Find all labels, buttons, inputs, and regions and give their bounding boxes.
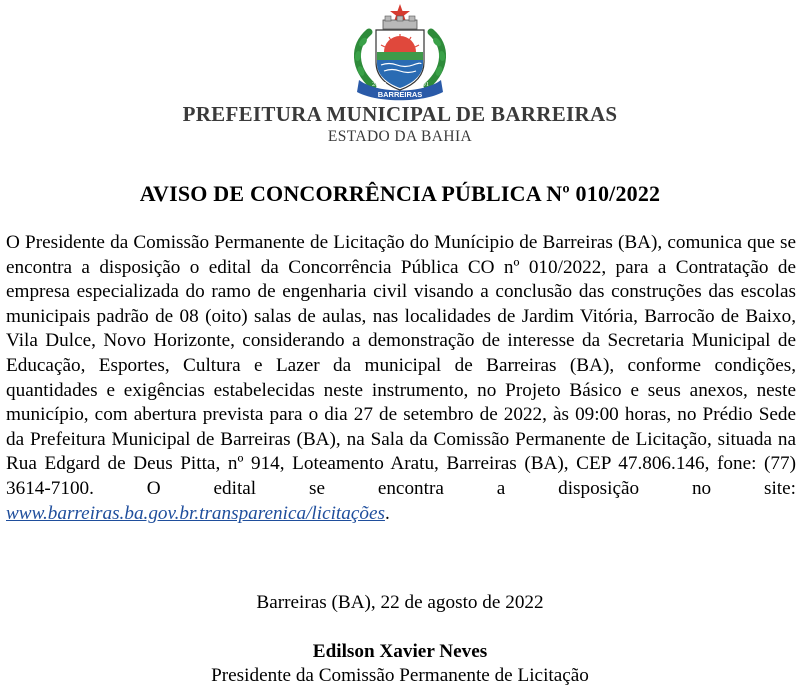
place-and-date: Barreiras (BA), 22 de agosto de 2022: [256, 592, 544, 613]
crest-date-right: 1891: [416, 81, 429, 88]
notice-body-text: O Presidente da Comissão Permanente de Licitação do Munícipio de Barreiras (BA), comunica que se encontra a disposição o edital da Concorrência Pública CO nº 010/2022, para a Contratação de empresa especializada do ramo de engenharia civil visando a conclusão das construções das escolas municipais padrão de 08 (oito) salas de aulas, nas localidades de Jardim Vitória, Barrocão de Baixo, Vila Dulce, Novo Horizonte, considerando a demonstração de interesse da Secretaria Municipal de Educação, Esportes, Cultura e Lazer da municipal de Barreiras (BA), conforme condições, quantidades e exigências estabelecidas neste instrumento, no Projeto Básico e seus anexos, neste município, com abertura prevista para o dia 27 de setembro de 2022, às 09:00 horas, no Prédio Sede da Prefeitura Municipal de Barreiras (BA), na Sala da Comissão Permanente de Licitação, situada na Rua Edgard de Deus Pitta, nº 914, Loteamento Aratu, Barreiras (BA), CEP 47.806.146, fone: (77) 3614-7100. O edital se encontra a disposição no site:: [6, 232, 796, 499]
notice-title: AVISO DE CONCORRÊNCIA PÚBLICA Nº 010/2022: [139, 181, 661, 206]
crest-banner-label: BARREIRAS: [377, 90, 423, 99]
edital-website-link[interactable]: www.barreiras.ba.gov.br.transparenica/licitações: [6, 502, 385, 524]
state-name: ESTADO DA BAHIA: [327, 128, 473, 145]
signer-role: Presidente da Comissão Permanente de Licitação: [211, 665, 589, 686]
signer-name: Edilson Xavier Neves: [312, 641, 488, 662]
municipal-coat-of-arms-icon: [339, 2, 461, 102]
crest-date-left: 26.05: [372, 81, 387, 88]
organization-name: PREFEITURA MUNICIPAL DE BARREIRAS: [182, 102, 618, 126]
notice-body-end: .: [384, 502, 390, 524]
notice-body: [6, 231, 796, 526]
